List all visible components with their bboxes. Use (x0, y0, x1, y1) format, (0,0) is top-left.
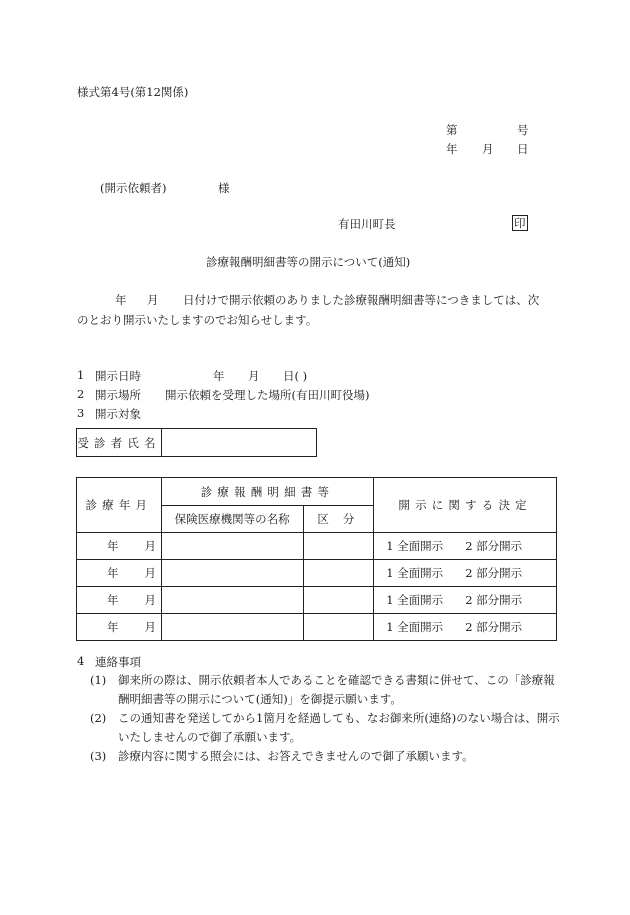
note-1 (90, 671, 560, 709)
row-year: 年 (107, 620, 119, 634)
document-number-suffix: 号 (517, 123, 529, 137)
note-2-text: この通知書を発送してから1箇月を経過しても、なお御来所(連絡)のない場合は、開示いたしませんので御了承願います。 (118, 711, 560, 744)
row-month-cell (77, 587, 162, 614)
row-month: 月 (144, 566, 156, 580)
row-institution[interactable] (161, 533, 303, 560)
row-decision (374, 560, 557, 587)
body-year: 年 (115, 293, 127, 307)
patient-name-value[interactable] (162, 429, 317, 457)
row-institution[interactable] (161, 587, 303, 614)
item1-day: 日( ) (283, 369, 308, 383)
item1-label: 開示日時 (95, 369, 141, 383)
date-year: 年 (446, 142, 458, 156)
table-row (77, 614, 557, 641)
body-month: 月 (147, 293, 159, 307)
row-institution[interactable] (161, 614, 303, 641)
item1-number: 1 (77, 368, 85, 382)
row-decision (374, 587, 557, 614)
row-institution[interactable] (161, 560, 303, 587)
table-row (77, 533, 557, 560)
document-number-prefix: 第 (446, 123, 458, 137)
table-row (77, 560, 557, 587)
row-year: 年 (107, 593, 119, 607)
row-category[interactable] (303, 560, 374, 587)
item2-number: 2 (77, 387, 85, 401)
item3-number: 3 (77, 406, 85, 420)
disclosure-table (76, 477, 557, 641)
row-month: 月 (144, 539, 156, 553)
header-decision: 開示に関する決定 (374, 478, 557, 533)
form-label: 様式第4号(第12関係) (77, 85, 189, 99)
document-title: 診療報酬明細書等の開示について(通知) (206, 255, 411, 269)
option-full-disclosure[interactable]: 1 全面開示 (386, 539, 444, 553)
row-month-cell (77, 560, 162, 587)
seal-text: 印 (514, 216, 526, 230)
row-year: 年 (107, 566, 119, 580)
row-month-cell (77, 533, 162, 560)
date-day: 日 (517, 142, 529, 156)
addressee-name: (開示依頼者) (100, 181, 167, 195)
row-category[interactable] (303, 614, 374, 641)
option-full-disclosure[interactable]: 1 全面開示 (386, 620, 444, 634)
row-category[interactable] (303, 587, 374, 614)
item2-value: 開示依頼を受理した場所(有田川町役場) (165, 388, 370, 402)
header-category: 区 分 (303, 506, 374, 533)
header-institution-name: 保険医療機関等の名称 (161, 506, 303, 533)
option-partial-disclosure[interactable]: 2 部分開示 (465, 566, 523, 580)
addressee-honorific: 様 (218, 181, 230, 195)
seal-mark (512, 215, 528, 231)
row-month: 月 (144, 593, 156, 607)
patient-name-table (76, 428, 317, 457)
note-1-text: 御来所の際は、開示依頼者本人であることを確認できる書類に併せて、この「診療報酬明細書等の開示について(通知)」を御提示願います。 (118, 673, 555, 706)
sender-name: 有田川町長 (338, 217, 396, 231)
body-line1: 日付けで開示依頼のありました診療報酬明細書等につきましては、次 (183, 293, 540, 307)
patient-name-label: 受診者氏名 (77, 429, 162, 457)
option-full-disclosure[interactable]: 1 全面開示 (386, 593, 444, 607)
note-3-number: (3) (90, 749, 107, 763)
row-month: 月 (144, 620, 156, 634)
notes-heading-number: 4 (77, 654, 85, 668)
option-partial-disclosure[interactable]: 2 部分開示 (465, 620, 523, 634)
row-decision (374, 614, 557, 641)
note-2 (90, 709, 560, 747)
note-3-text: 診療内容に関する照会には、お答えできませんので御了承願います。 (118, 749, 474, 763)
option-partial-disclosure[interactable]: 2 部分開示 (465, 539, 523, 553)
note-2-number: (2) (90, 711, 107, 725)
notes-heading: 連絡事項 (95, 655, 141, 669)
body-line2: のとおり開示いたしますのでお知らせします。 (77, 313, 318, 327)
header-statements: 診療報酬明細書等 (161, 478, 374, 506)
row-category[interactable] (303, 533, 374, 560)
item3-label: 開示対象 (95, 407, 141, 421)
item2-label: 開示場所 (95, 388, 141, 402)
item1-month: 月 (248, 369, 260, 383)
option-partial-disclosure[interactable]: 2 部分開示 (465, 593, 523, 607)
note-1-number: (1) (90, 673, 107, 687)
note-3 (90, 747, 560, 766)
table-row (77, 587, 557, 614)
option-full-disclosure[interactable]: 1 全面開示 (386, 566, 444, 580)
row-month-cell (77, 614, 162, 641)
header-treatment-month: 診療年月 (77, 478, 162, 533)
row-decision (374, 533, 557, 560)
date-month: 月 (482, 142, 494, 156)
item1-year: 年 (213, 369, 225, 383)
row-year: 年 (107, 539, 119, 553)
